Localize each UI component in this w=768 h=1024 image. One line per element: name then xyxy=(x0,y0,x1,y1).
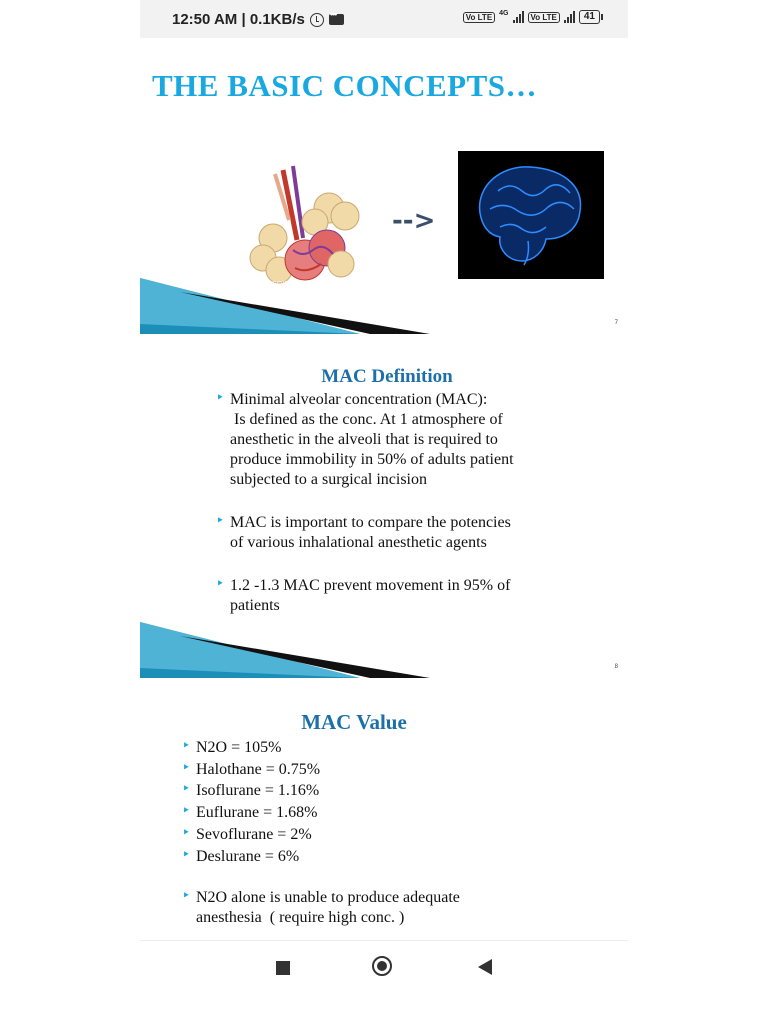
image-watermark: ADSCIENCE.com xyxy=(260,280,325,289)
slide-mac-value[interactable] xyxy=(140,684,628,940)
status-right xyxy=(463,10,600,24)
bullet-item xyxy=(216,513,586,553)
note-item xyxy=(182,888,582,928)
home-button[interactable] xyxy=(372,956,392,976)
mac-value-item: ‣ Isoflurane = 1.16% xyxy=(182,780,582,802)
network-type: 4G xyxy=(499,10,509,17)
status-left xyxy=(172,11,344,28)
note-list xyxy=(182,888,582,928)
battery-icon: 41 xyxy=(579,10,600,24)
volte-icon-2: Vo LTE xyxy=(528,12,560,23)
bullet-line: Is defined as the conc. At 1 atmosphere of xyxy=(230,411,503,428)
signal-icon-2 xyxy=(564,11,575,23)
mac-value-item: ‣ Euflurane = 1.68% xyxy=(182,802,582,824)
bullet-item xyxy=(216,576,586,616)
slide-mac-definition[interactable] xyxy=(140,340,628,678)
signal-icon xyxy=(513,11,524,23)
bullet-line: produce immobility in 50% of adults patient xyxy=(230,451,514,468)
message-icon xyxy=(329,14,344,25)
mac-value-item: ‣ Sevoflurane = 2% xyxy=(182,824,582,846)
phone-screen xyxy=(140,0,628,1024)
note-line: anesthesia ( require high conc. ) xyxy=(196,909,405,926)
bullet-line: patients xyxy=(230,597,280,614)
bullet-list xyxy=(216,390,586,616)
status-bar xyxy=(140,0,628,38)
page-number: 7 xyxy=(614,320,618,326)
slide-title: MAC Value xyxy=(301,710,407,734)
alarm-icon xyxy=(310,13,324,27)
slide-title: MAC Definition xyxy=(321,366,453,387)
mac-value-list xyxy=(182,737,582,867)
mac-value-item: ‣ Halothane = 0.75% xyxy=(182,759,582,781)
bullet-line: subjected to a surgical incision xyxy=(230,471,427,488)
alveoli-graphic xyxy=(250,166,359,283)
alveoli-image xyxy=(245,160,385,290)
slide-swoosh-decoration xyxy=(140,278,430,334)
time-speed-text: 12:50 AM | 0.1KB/s xyxy=(172,11,305,28)
bullet-line: anesthetic in the alveoli that is required to xyxy=(230,431,498,448)
mac-value-item: ‣ Deslurane = 6% xyxy=(182,846,582,868)
slide-title: THE BASIC CONCEPTS… xyxy=(152,68,538,103)
bullet-line: ‣ Minimal alveolar concentration (MAC): xyxy=(230,391,488,408)
slide-basic-concepts[interactable] xyxy=(140,38,628,334)
slide-swoosh-decoration xyxy=(140,622,430,678)
recent-apps-button[interactable] xyxy=(276,961,290,975)
volte-icon: Vo LTE xyxy=(463,12,495,23)
bullet-item xyxy=(216,390,586,490)
brain-image xyxy=(458,151,604,279)
note-line: ‣ N2O alone is unable to produce adequate xyxy=(196,889,460,906)
bullet-line: ‣ 1.2 -1.3 MAC prevent movement in 95% of xyxy=(230,577,511,594)
mac-value-item: ‣ N2O = 105% xyxy=(182,737,582,759)
navigation-bar xyxy=(140,940,628,993)
bullet-line: of various inhalational anesthetic agents xyxy=(230,534,487,551)
back-button[interactable] xyxy=(478,959,492,975)
page-number: 8 xyxy=(614,664,618,670)
bullet-line: ‣ MAC is important to compare the potencies xyxy=(230,514,511,531)
arrow-text: --> xyxy=(392,206,436,236)
